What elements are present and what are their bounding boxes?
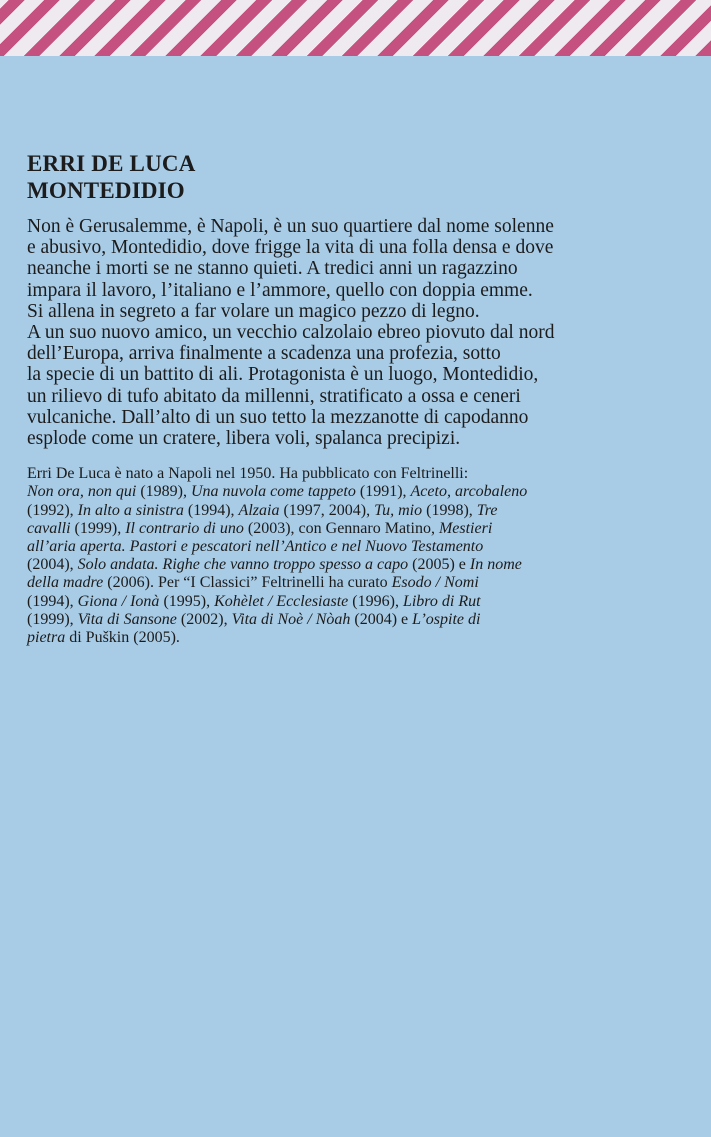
- synopsis-line: un rilievo di tufo abitato da millenni, stratificato a ossa e ceneri: [27, 385, 521, 407]
- biography-text: (1995),: [159, 592, 215, 610]
- work-title: Giona / Ionà: [77, 592, 160, 610]
- work-title: L’ospite di: [412, 610, 481, 628]
- biography-text: (2005) e: [408, 556, 470, 574]
- work-title: Esodo / Nomi: [391, 574, 479, 592]
- synopsis-line: vulcaniche. Dall’alto di un suo tetto la mezzanotte di capodanno: [27, 406, 529, 428]
- biography-text: (1999),: [70, 519, 126, 537]
- work-title: Vita di Noè / Nòah: [231, 610, 351, 628]
- back-cover-text: [27, 150, 687, 647]
- work-title: cavalli: [27, 519, 71, 537]
- biography-text: (2003), con Gennaro Matino,: [243, 519, 439, 537]
- biography-line: [27, 611, 687, 629]
- work-title: In alto a sinistra: [77, 501, 184, 519]
- synopsis: [27, 216, 687, 449]
- biography-line: [27, 556, 687, 574]
- work-title: Solo andata. Righe che vanno troppo spesso a capo: [77, 556, 409, 574]
- synopsis-line: esplode come un cratere, libera voli, spalanca precipizi.: [27, 428, 461, 450]
- work-title: Non ora, non qui: [27, 483, 137, 501]
- biography-line: [27, 629, 687, 647]
- biography-text: (1992),: [27, 501, 78, 519]
- work-title: Tu, mio: [374, 501, 423, 519]
- work-title: Alzaia: [238, 501, 280, 519]
- synopsis-line: Non è Gerusalemme, è Napoli, è un suo quartiere dal nome solenne: [27, 216, 554, 237]
- work-title: Il contrario di uno: [125, 519, 244, 537]
- biography-line: [27, 520, 687, 538]
- biography-text: Erri De Luca è nato a Napoli nel 1950. Ha pubblicato con Feltrinelli:: [27, 465, 469, 483]
- biography-text: (1996),: [348, 592, 403, 610]
- work-title: Aceto, arcobaleno: [410, 483, 528, 501]
- synopsis-line: A un suo nuovo amico, un vecchio calzolaio ebreo piovuto dal nord: [27, 322, 555, 344]
- work-title: della madre: [27, 574, 104, 592]
- book-title: MONTEDIDIO: [27, 178, 185, 203]
- work-title: Tre: [476, 501, 498, 519]
- biography-line: [27, 465, 687, 483]
- biography-line: [27, 483, 687, 501]
- work-title: all’aria aperta. Pastori e pescatori nell’Antico e nel Nuovo Testamento: [27, 538, 484, 556]
- biography-line: [27, 593, 687, 611]
- biography-text: (2006). Per “I Classici” Feltrinelli ha curato: [103, 574, 392, 592]
- biography-line: [27, 574, 687, 592]
- author-name: ERRI DE LUCA: [27, 151, 196, 176]
- work-title: Una nuvola come tappeto: [191, 483, 356, 501]
- synopsis-line: Si allena in segreto a far volare un magico pezzo di legno.: [27, 300, 480, 322]
- work-title: Mestieri: [438, 519, 493, 537]
- work-title: Libro di Rut: [402, 592, 481, 610]
- work-title: pietra: [27, 629, 66, 647]
- biography-text: (1994),: [183, 501, 239, 519]
- biography-text: (1991),: [355, 483, 411, 501]
- author-biography: [27, 465, 687, 647]
- synopsis-line: impara il lavoro, l’italiano e l’ammore, quello con doppia emme.: [27, 279, 533, 301]
- biography-text: (1999),: [27, 610, 78, 628]
- biography-line: [27, 538, 687, 556]
- biography-text: (1989),: [136, 483, 191, 501]
- biography-line: [27, 502, 687, 520]
- work-title: In nome: [469, 556, 522, 574]
- biography-text: (2002),: [176, 610, 232, 628]
- work-title: Kohèlet / Ecclesiaste: [214, 592, 349, 610]
- biography-text: (2004),: [27, 556, 78, 574]
- work-title: Vita di Sansone: [77, 610, 177, 628]
- biography-text: (2004) e: [350, 610, 413, 628]
- synopsis-line: neanche i morti se ne stanno quieti. A tredici anni un ragazzino: [27, 258, 518, 280]
- decorative-stripe-band: [0, 0, 711, 56]
- biography-text: (1994),: [27, 592, 78, 610]
- biography-text: (1998),: [422, 501, 477, 519]
- biography-text: (1997, 2004),: [279, 501, 375, 519]
- synopsis-line: la specie di un battito di ali. Protagonista è un luogo, Montedidio,: [27, 364, 539, 386]
- synopsis-line: e abusivo, Montedidio, dove frigge la vita di una folla densa e dove: [27, 237, 554, 259]
- biography-text: di Puškin (2005).: [65, 629, 180, 647]
- synopsis-line: dell’Europa, arriva finalmente a scadenza una profezia, sotto: [27, 343, 501, 365]
